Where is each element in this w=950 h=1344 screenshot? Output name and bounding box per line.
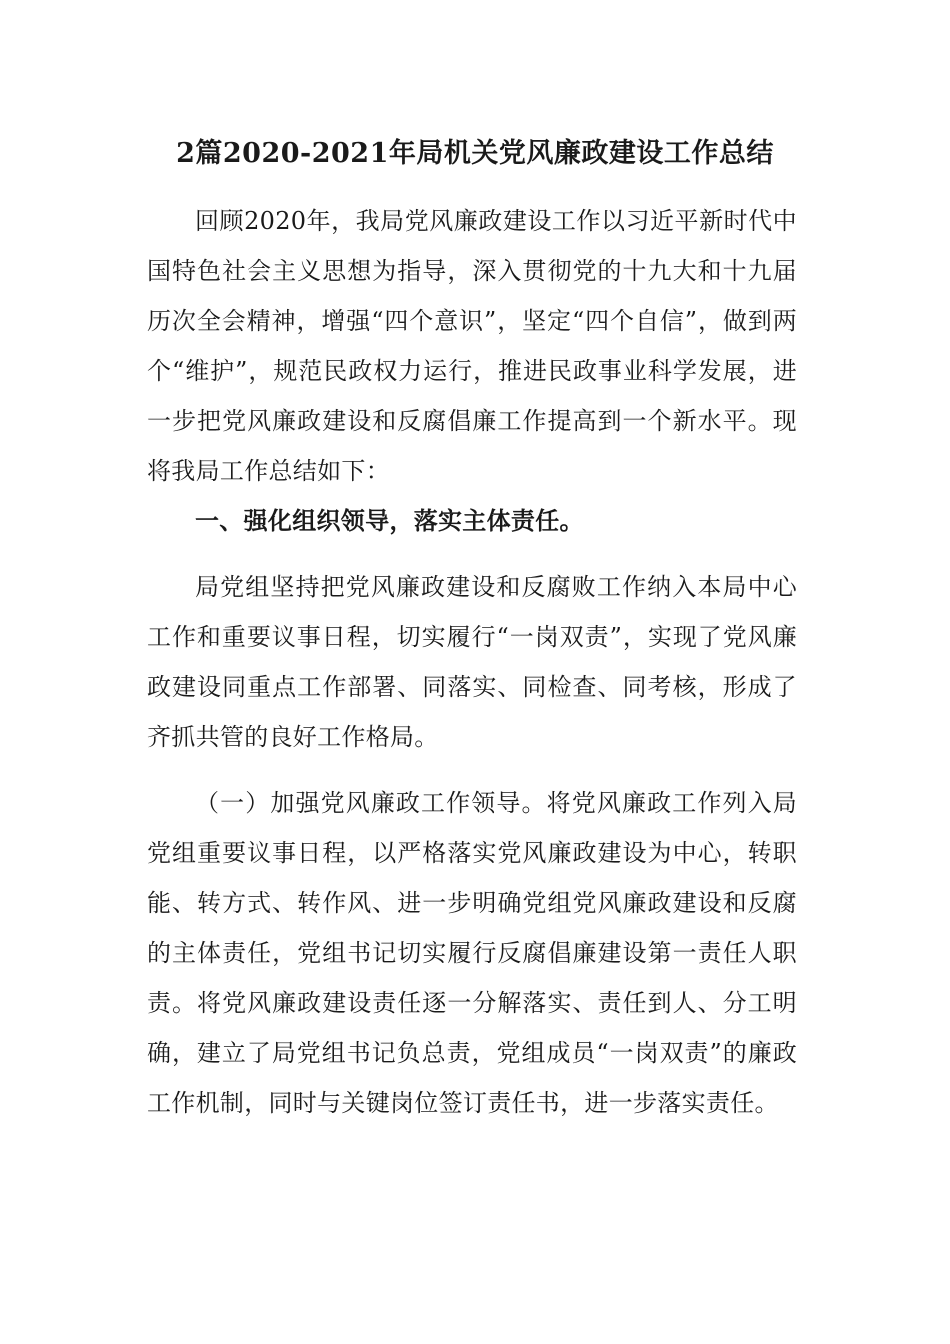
intro-paragraph: 回顾2020年，我局党风廉政建设工作以习近平新时代中国特色社会主义思想为指导，深入贯彻党的十九大和十九届历次全会精神，增强“四个意识”，坚定“四个自信”，做到两个“维护”，规范民政权力运行，推进民政事业科学发展，进一步把党风廉政建设和反腐倡廉工作提高到一个新水平。现将我局工作总结如下： (147, 207, 797, 485)
subsection-1-paragraph: （一）加强党风廉政工作领导。将党风廉政工作列入局党组重要议事日程，以严格落实党风廉政建设为中心，转职能、转方式、转作风、进一步明确党组党风廉政建设和反腐的主体责任，党组书记切实履行反腐倡廉建设第一责任人职责。将党风廉政建设责任逐一分解落实、责任到人、分工明确，建立了局党组书记负总责，党组成员“一岗双责”的廉政工作机制，同时与关键岗位签订责任书，进一步落实责任。 (147, 789, 797, 1117)
section-1-paragraph: 局党组坚持把党风廉政建设和反腐败工作纳入本局中心工作和重要议事日程，切实履行“一岗双责”，实现了党风廉政建设同重点工作部署、同落实、同检查、同考核，形成了齐抓共管的良好工作格局。 (147, 573, 797, 751)
section-heading-1: 一、强化组织领导，落实主体责任。 (195, 506, 584, 535)
document-title: 2篇2020-2021年局机关党风廉政建设工作总结 (176, 138, 774, 169)
